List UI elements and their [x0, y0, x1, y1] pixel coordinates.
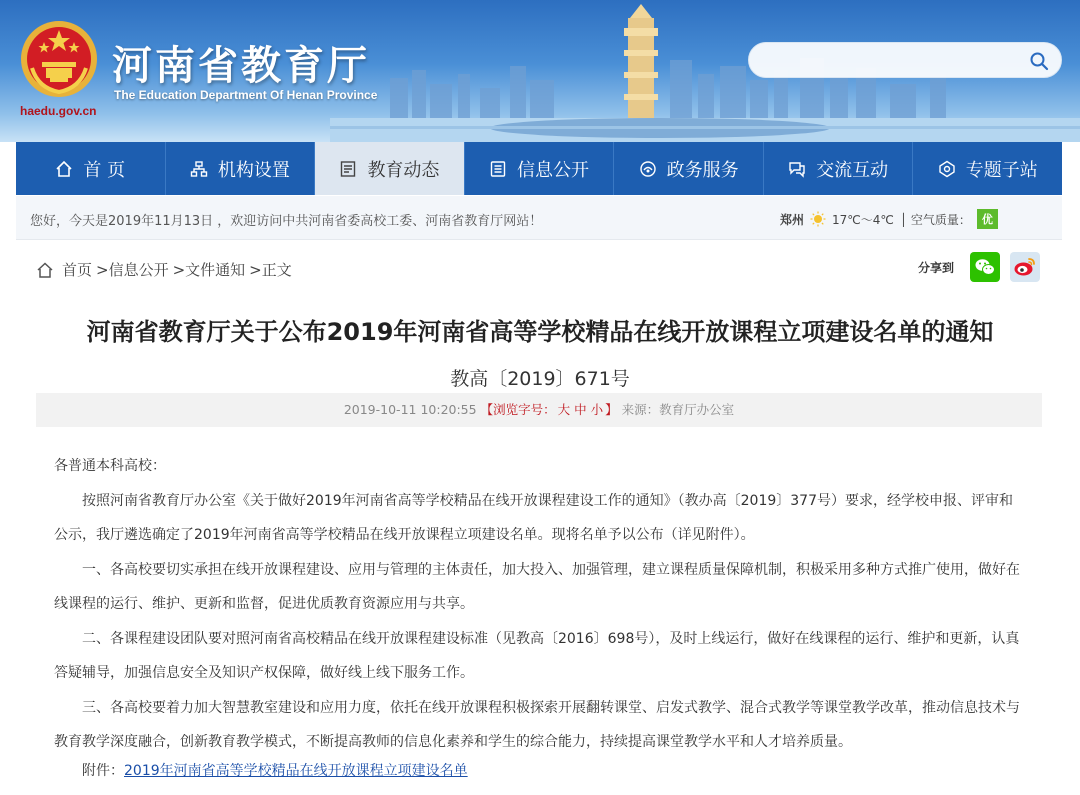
- attachment-label: 附件：: [82, 763, 124, 779]
- breadcrumb-bar: [16, 244, 1062, 292]
- nav-item-label: 政务服务: [666, 159, 739, 181]
- article-paragraph: 三、各高校要着力加大智慧教室建设和应用力度，依托在线开放课程积极探索开展翻转课堂、启发式教学、混合式教学等课堂教学改革，推动信息技术与教育教学深度融合，创新教育教学模式，不断提高教师的信息化素养和学生的综合能力，持续提高课堂教学水平和人才培养质量。: [54, 699, 1020, 750]
- article-title: 河南省教育厅关于公布2019年河南省高等学校精品在线开放课程立项建设名单的通知: [86, 318, 994, 346]
- nav-item-news[interactable]: [315, 142, 465, 195]
- breadcrumb-file-notice[interactable]: >文件通知: [172, 261, 246, 279]
- nav-item-label: 首 页: [83, 159, 126, 181]
- topic-icon: [938, 160, 956, 178]
- publish-datetime: 2019-10-11 10:20:55: [343, 402, 477, 417]
- search-input[interactable]: [765, 51, 1015, 71]
- article-paragraph: 一、各高校要切实承担在线开放课程建设、应用与管理的主体责任，加大投入、加强管理，建立课程质量保障机制，积极采用多种方式推广使用，做好在线课程的运行、维护、更新和监督，促进优质教育资源应用与共享。: [54, 561, 1020, 612]
- font-size-control: [481, 402, 618, 417]
- nav-item-label: 专题子站: [965, 159, 1038, 181]
- breadcrumb-info-disclosure[interactable]: >信息公开: [96, 261, 169, 279]
- weibo-icon: [1012, 254, 1038, 280]
- attachment-link[interactable]: 2019年河南省高等学校精品在线开放课程立项建设名单: [124, 763, 468, 779]
- article-meta: [36, 393, 1042, 427]
- breadcrumb-home[interactable]: 首页: [62, 261, 93, 279]
- weather-temperature: 17℃～4℃: [832, 212, 894, 227]
- info-bar: [16, 196, 1062, 240]
- header-banner: [0, 0, 1080, 142]
- air-quality-badge: 优: [977, 209, 998, 229]
- nav-item-info-disclosure[interactable]: [465, 142, 615, 195]
- home-icon: [55, 160, 73, 178]
- weather-city: 郑州: [780, 212, 805, 227]
- font-size-suffix: 】: [605, 402, 618, 417]
- search-icon[interactable]: [1029, 51, 1049, 71]
- sun-icon: [810, 211, 826, 227]
- service-icon: [639, 160, 657, 178]
- breadcrumb: [36, 259, 292, 280]
- font-size-prefix: 【浏览字号：: [480, 402, 556, 417]
- font-size-medium[interactable]: 中: [574, 402, 587, 417]
- attachment: [82, 760, 468, 780]
- nav-item-label: 信息公开: [517, 159, 590, 181]
- nav-item-home[interactable]: [16, 142, 166, 195]
- article-paragraph: 二、各课程建设团队要对照河南省高校精品在线开放课程建设标准（见教高〔2016〕698号），及时上线运行，做好在线课程的运行、维护和更新，认真答疑辅导，加强信息安全及知识产权保障，做好线上线下服务工作。: [54, 630, 1020, 681]
- nav-item-organization[interactable]: [166, 142, 316, 195]
- home-icon[interactable]: [36, 261, 54, 279]
- wechat-share-button[interactable]: [970, 252, 1000, 282]
- main-nav: [16, 142, 1062, 195]
- search-box: [748, 42, 1062, 78]
- site-title: 河南省教育厅: [112, 43, 370, 89]
- article-body: [54, 449, 1022, 760]
- article-paragraph: 按照河南省教育厅办公室《关于做好2019年河南省高等学校精品在线开放课程建设工作的通知》（教办高〔2019〕377号）要求，经学校申报、评审和公示，我厅遴选确定了2019年河南省高等学校精品在线开放课程立项建设名单。现将名单予以公布（详见附件）。: [54, 492, 1013, 543]
- info-icon: [489, 160, 507, 178]
- share-label: 分享到: [918, 260, 955, 275]
- breadcrumb-current: >正文: [249, 261, 292, 279]
- document-number: 教高〔2019〕671号: [450, 368, 630, 390]
- wechat-icon: [973, 255, 997, 279]
- nav-item-interaction[interactable]: [764, 142, 914, 195]
- site-subtitle: The Education Department Of Henan Province: [114, 88, 378, 102]
- nav-item-label: 教育动态: [367, 159, 440, 181]
- site-domain: haedu.gov.cn: [20, 104, 97, 118]
- news-icon: [339, 160, 357, 178]
- air-quality-label: │ 空气质量：: [899, 212, 971, 227]
- nav-item-label: 机构设置: [217, 159, 290, 181]
- welcome-message: 您好，今天是2019年11月13日 ，欢迎访问中共河南省委高校工委、河南省教育厅网站！: [30, 214, 543, 229]
- weather-widget: [780, 209, 998, 229]
- font-size-large[interactable]: 大: [557, 402, 571, 417]
- font-size-small[interactable]: 小: [590, 402, 604, 417]
- nav-item-gov-service[interactable]: [614, 142, 764, 195]
- nav-item-topics[interactable]: [913, 142, 1062, 195]
- nav-item-label: 交流互动: [816, 159, 889, 181]
- national-emblem-logo: [18, 18, 100, 100]
- weibo-share-button[interactable]: [1010, 252, 1040, 282]
- interact-icon: [788, 160, 806, 178]
- share-bar: [918, 252, 1040, 282]
- salutation: 各普通本科高校：: [54, 458, 166, 474]
- org-icon: [190, 160, 208, 178]
- article-source: 来源：教育厅办公室: [621, 402, 735, 417]
